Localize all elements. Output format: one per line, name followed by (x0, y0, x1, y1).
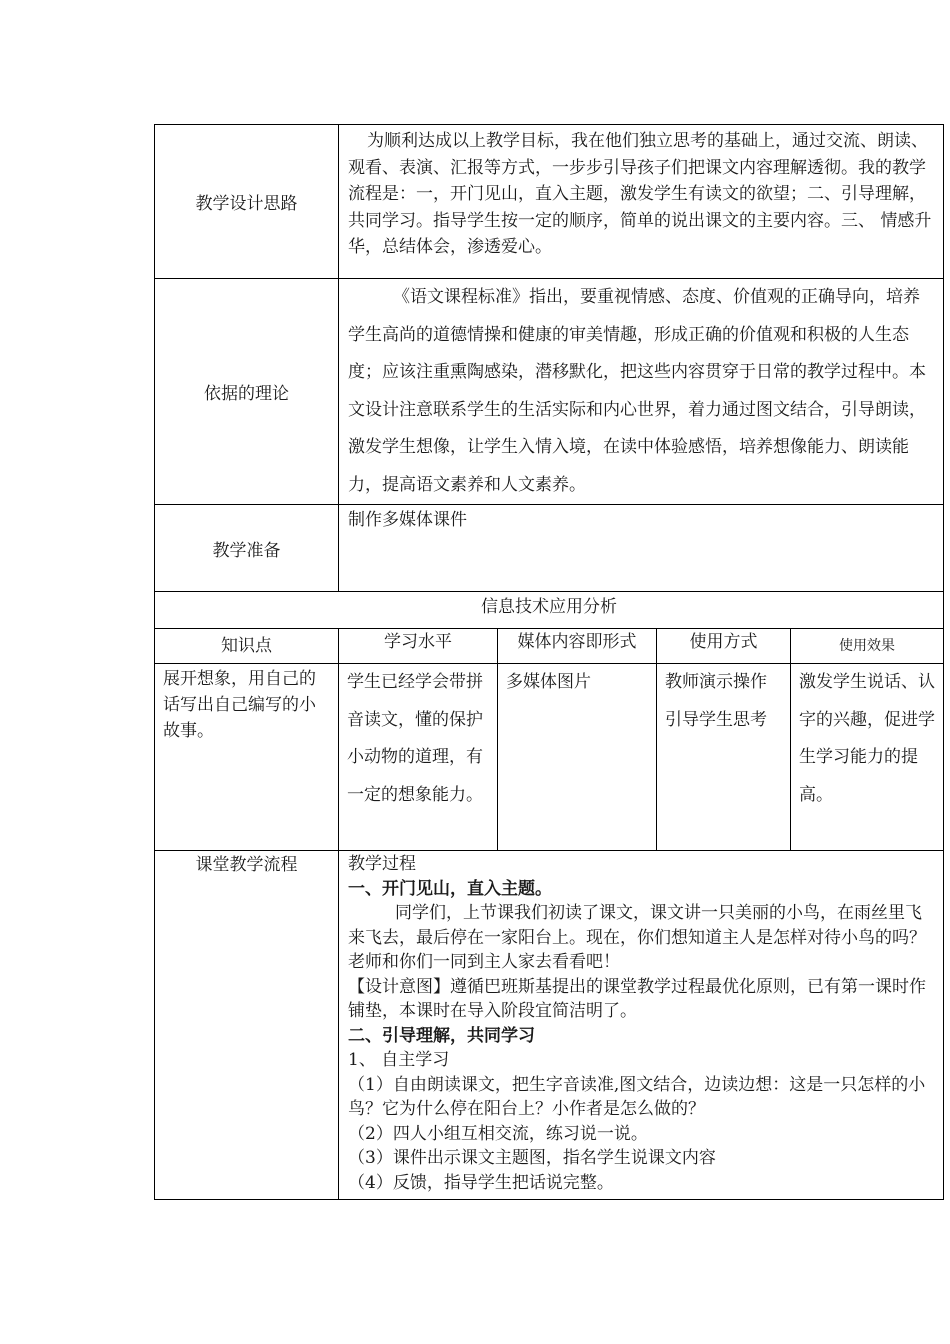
cell-knowledge-point: 展开想象，用自己的话写出自己编写的小故事。 (155, 664, 339, 851)
design-idea-text: 为顺利达成以上教学目标，我在他们独立思考的基础上，通过交流、朗读、观看、表演、汇报等方式，一步步引导孩子们把课文内容理解透彻。我的教学流程是：一，开门见山，直入主题，激发学生有读文的欲望；二、引导理解，共同学习。指导学生按一定的顺序，简单的说出课文的主要内容。三、 情感升华，总结体会，渗透爱心。 (348, 131, 932, 258)
process-heading: 教学过程 (348, 854, 416, 874)
process-row (155, 851, 944, 1200)
preparation-label: 教学准备 (155, 505, 339, 592)
preparation-row (155, 505, 944, 592)
it-analysis-title-row (155, 592, 944, 629)
cell-usage-effect: 激发学生说话、认字的兴趣，促进学生学习能力的提高。 (791, 664, 944, 851)
step-1: （1）自由朗读课文，把生字音读准,图文结合，边读边想：这是一只怎样的小鸟？它为什么停在阳台上？小作者是怎么做的？ (348, 1074, 926, 1119)
step-2: （2）四人小组互相交流，练习说一说。 (348, 1123, 648, 1144)
process-label: 课堂教学流程 (155, 851, 339, 1200)
design-idea-label: 教学设计思路 (155, 125, 339, 279)
cell-media-form: 多媒体图片 (498, 664, 657, 851)
header-knowledge-point: 知识点 (155, 629, 339, 664)
theory-text: 《语文课程标准》指出，要重视情感、态度、价值观的正确导向，培养学生高尚的道德情操和健康的审美情趣，形成正确的价值观和积极的人生态度；应该注重熏陶感染，潜移默化，把这些内容贯穿于日常的教学过程中。本文设计注意联系学生的生活实际和内心世界，着力通过图文结合，引导朗读，激发学生想像，让学生入情入境，在读中体验感悟，培养想像能力、朗读能力，提高语文素养和人文素养。 (348, 287, 926, 495)
self-study-item: 1、 自主学习 (348, 1050, 450, 1070)
theory-label: 依据的理论 (155, 279, 339, 505)
header-media-form: 媒体内容即形式 (498, 629, 657, 664)
it-analysis-header-row (155, 629, 944, 664)
lesson-plan-table (154, 124, 944, 1200)
step-4: （4）反馈，指导学生把话说完整。 (348, 1172, 614, 1193)
section1-intent: 【设计意图】遵循巴班斯基提出的课堂教学过程最优化原则，已有第一课时作铺垫，本课时在导入阶段宜简洁明了。 (348, 976, 926, 1021)
cell-usage-method: 教师演示操作引导学生思考 (657, 664, 791, 851)
preparation-text: 制作多媒体课件 (348, 510, 467, 530)
section1-text: 同学们，上节课我们初读了课文，课文讲一只美丽的小鸟，在雨丝里飞来飞去，最后停在一家阳台上。现在，你们想知道主人是怎样对待小鸟的吗？老师和你们一同到主人家去看看吧！ (348, 903, 926, 972)
header-usage-effect: 使用效果 (791, 629, 944, 664)
cell-learning-level: 学生已经学会带拼音读文，懂的保护小动物的道理，有一定的想象能力。 (339, 664, 498, 851)
step-3: （3）课件出示课文主题图，指名学生说课文内容 (348, 1148, 716, 1168)
theory-row (155, 279, 944, 505)
header-learning-level: 学习水平 (339, 629, 498, 664)
section2-title: 二、引导理解，共同学习 (348, 1025, 535, 1046)
header-usage-method: 使用方式 (657, 629, 791, 664)
section1-title: 一、开门见山，直入主题。 (348, 878, 552, 899)
it-analysis-title: 信息技术应用分析 (155, 592, 944, 629)
design-idea-row (155, 125, 944, 279)
it-analysis-data-row (155, 664, 944, 851)
